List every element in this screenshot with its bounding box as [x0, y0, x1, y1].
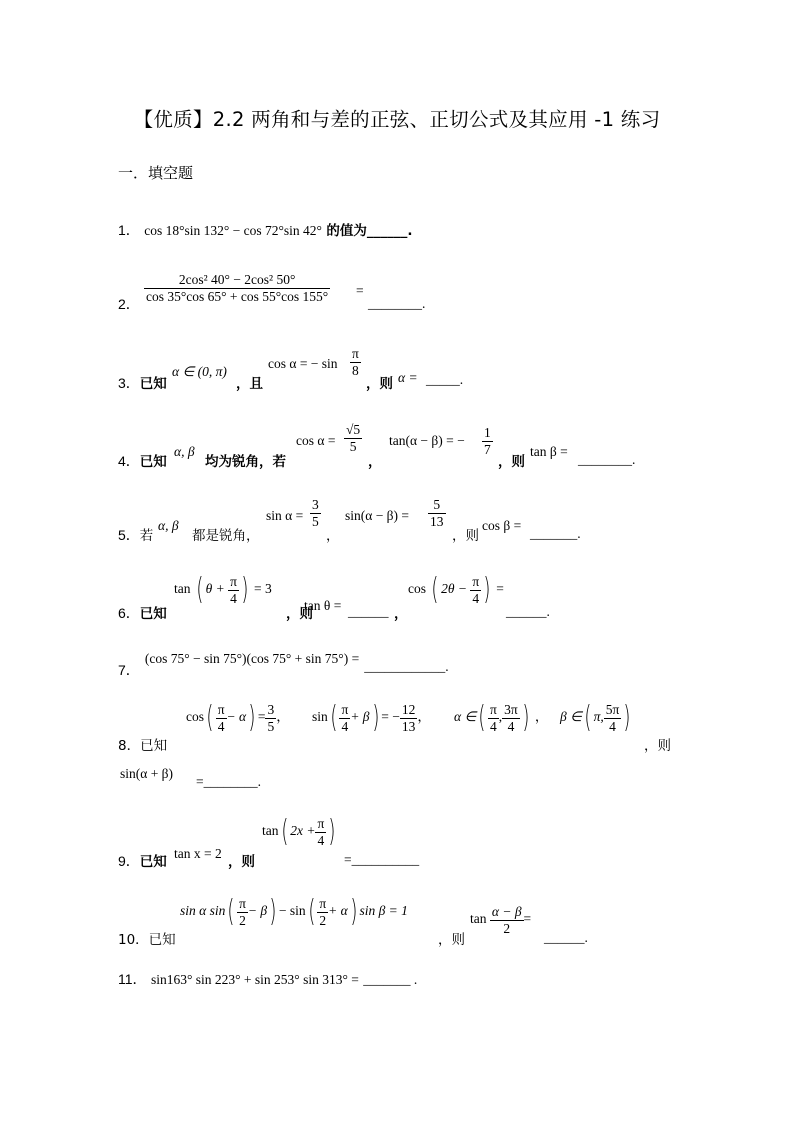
question-11 — [118, 969, 417, 989]
fraction-numerator: π — [341, 702, 349, 717]
fraction-numerator: 3 — [267, 702, 275, 717]
answer-blank: _______. — [530, 526, 581, 541]
question-text: 均为锐角，若 — [205, 454, 286, 470]
fraction-sqrt5-over-5 — [344, 422, 362, 454]
plus-alpha: + α — [328, 903, 348, 919]
plus-beta: + β — [350, 709, 370, 725]
question-number: 9． — [118, 853, 140, 869]
sum-expression: sin(α + β) — [120, 766, 174, 781]
fraction-denominator: 2 — [319, 912, 327, 928]
fraction-denominator: 7 — [484, 441, 491, 457]
fraction-numerator: 3 — [312, 497, 319, 512]
question-number: 4． — [118, 453, 140, 469]
connector-text: ，则 — [228, 854, 255, 870]
math-expression: tan(α − β) = − — [389, 433, 465, 448]
question-number: 6． — [118, 605, 140, 621]
answer-blank: _____. — [426, 372, 464, 387]
connector-text: ，则 — [644, 738, 671, 754]
fraction-numerator: α − β — [491, 904, 522, 919]
math-expression: tan( 2x + $\frac{\pi}{4}$ ) — [262, 814, 336, 850]
math-expression: sin(α − β) = — [345, 508, 410, 523]
tail-expression: sin β = 1 — [359, 903, 408, 919]
answer-blank: ____________. — [364, 659, 449, 674]
fraction-5-over-13 — [428, 497, 446, 529]
fraction-denominator: 5 — [312, 513, 319, 529]
fraction-denominator: 4 — [609, 718, 616, 734]
question-text: 都是锐角， — [192, 528, 260, 544]
math-expression: cos α = — [296, 433, 336, 448]
math-expression: cos 18°sin 132° − cos 72°sin 42° — [144, 223, 322, 238]
target-expression: tan β = — [530, 444, 568, 459]
fraction-denominator: 2 — [239, 912, 246, 928]
question-5 — [118, 524, 153, 545]
question-number: 8．已知 — [118, 738, 168, 754]
condition-expression: tan ( θ + $\frac{\pi}{4}$ ) = 3 — [174, 572, 272, 608]
fraction-denominator: 13 — [430, 513, 444, 529]
fraction-numerator: √5 — [346, 422, 361, 437]
equals-sign: = — [523, 911, 532, 927]
variables: α, β — [158, 518, 179, 533]
fraction-numerator: 5 — [428, 497, 446, 514]
fraction-denominator: 4 — [507, 718, 515, 734]
fraction-numerator: π — [317, 816, 325, 831]
answer-blank: _______ . — [363, 972, 418, 987]
question-7 — [118, 648, 449, 678]
connector-text: ，则 — [286, 606, 313, 622]
question-6 — [118, 602, 167, 623]
question-2-fraction — [144, 272, 330, 304]
answer-blank: ________. — [578, 452, 636, 467]
question-text: 已知 — [139, 454, 167, 470]
question-2-number: 2． — [118, 296, 140, 312]
fraction-numerator: 12 — [401, 702, 416, 717]
alpha-in: α ∈ — [454, 709, 477, 725]
equals-negative: = − — [381, 709, 400, 725]
answer-blank: ______. — [544, 930, 588, 945]
fraction-numerator: π — [230, 574, 237, 589]
question-text: 若 — [139, 528, 154, 544]
fraction-denominator: 2 — [503, 920, 511, 936]
math-expression: sin( $\frac{\pi}{4}$ + β) = − $\frac{12}{13}$ ， — [312, 700, 431, 736]
section-heading: 一．填空题 — [118, 164, 194, 182]
fraction-3-over-5 — [310, 497, 321, 529]
connector-text: ，则 — [452, 528, 479, 544]
fraction-denominator: 13 — [401, 718, 416, 734]
question-number: 11． — [118, 971, 147, 987]
connector-text: ，则 — [498, 454, 525, 470]
question-9 — [118, 850, 167, 871]
tan-label: tan — [174, 581, 191, 597]
fraction-denominator: 4 — [230, 590, 237, 606]
fraction-numerator: 2cos² 40° − 2cos² 50° — [144, 272, 330, 289]
beta-in: β ∈ — [560, 709, 582, 725]
question-4 — [118, 450, 167, 471]
connector-text: ，则 — [438, 932, 465, 948]
math-expression: sin163° sin 223° + sin 253° sin 313° = — [151, 972, 359, 987]
fraction-numerator: π — [352, 346, 359, 361]
question-8 — [118, 734, 167, 754]
fraction-numerator: 1 — [484, 425, 491, 440]
question-number: 7． — [118, 662, 140, 678]
question-number: 1． — [118, 222, 140, 238]
question-number: 5． — [118, 527, 140, 543]
question-text: 的值为______. — [326, 223, 413, 239]
target-expression: tan θ = — [304, 598, 342, 613]
fraction-denominator: 5 — [267, 718, 275, 734]
fraction-denominator: 5 — [349, 438, 357, 454]
inner-term: 2x + — [290, 823, 316, 839]
condition-expression: α ∈ (0, π) — [172, 364, 227, 379]
question-text: 已知 — [139, 376, 167, 392]
fraction-numerator: 5π — [605, 702, 620, 717]
question-text: 已知 — [139, 854, 167, 870]
fraction-denominator: 4 — [489, 718, 497, 734]
math-expression: (cos 75° − sin 75°)(cos 75° + sin 75°) = — [144, 651, 360, 666]
connector-text: ，则 — [366, 376, 393, 392]
fraction-denominator: 8 — [352, 362, 359, 378]
fraction-numerator: π — [472, 574, 480, 589]
answer-blank: =________. — [196, 774, 261, 789]
fraction-denominator: 4 — [317, 832, 325, 848]
fraction-pi-over-8 — [350, 346, 361, 378]
fraction-denominator: cos 35°cos 65° + cos 55°cos 155° — [146, 288, 329, 304]
math-expression: sin α = — [266, 508, 304, 523]
comma: ， — [368, 454, 382, 470]
sin-product: sin α sin — [180, 903, 226, 919]
fraction-numerator: π — [319, 896, 327, 911]
math-expression: cos α = − sin — [268, 356, 338, 371]
math-expression: sin α sin( $\frac{\pi}{2}$ − β) − sin( $\frac{\pi}{2}$ + α) sin β = 1 — [180, 894, 408, 930]
answer-blank: =__________ — [344, 852, 420, 867]
math-expression: cos( $\frac{\pi}{4}$ − α) = $\frac{3}{5}$ ， — [186, 700, 290, 736]
question-10 — [118, 928, 176, 948]
fraction-numerator: π — [239, 896, 246, 911]
cos-label: cos — [186, 709, 204, 725]
fraction-numerator: π — [489, 702, 497, 717]
question-1 — [118, 219, 413, 240]
pi-start: π, — [593, 709, 604, 725]
answer-blank: ______ — [348, 604, 389, 619]
theta-term: θ + — [205, 581, 225, 597]
sin-label: sin — [312, 709, 328, 725]
variables: α, β — [174, 444, 195, 459]
comma: ， — [394, 606, 408, 622]
minus-beta: − β — [247, 903, 268, 919]
math-expression — [470, 904, 531, 936]
fraction-numerator: π — [217, 702, 225, 717]
condition-expression: tan x = 2 — [174, 846, 222, 861]
question-number: 3． — [118, 375, 140, 391]
fraction-denominator: 4 — [472, 590, 480, 606]
answer-blank: ________. — [368, 296, 426, 311]
question-number: 10．已知 — [118, 932, 176, 948]
target-expression: α = — [398, 370, 418, 385]
minus-alpha: − α — [226, 709, 247, 725]
comma: ， — [326, 528, 340, 544]
tan-label: tan — [262, 823, 279, 839]
fraction-1-over-7 — [482, 425, 493, 457]
tan-label: tan — [470, 911, 487, 927]
two-theta-term: 2θ − — [441, 581, 467, 597]
page-title: 【优质】2.2 两角和与差的正弦、正切公式及其应用 -1 练习 — [133, 108, 661, 131]
connector-text: ，且 — [236, 376, 263, 392]
equals-sign: = — [356, 283, 364, 298]
fraction-denominator: 4 — [341, 718, 349, 734]
math-expression: cos ( 2θ − $\frac{\pi}{4}$ ) = — [408, 572, 504, 608]
answer-blank: ______. — [506, 604, 550, 619]
fraction-numerator: 3π — [504, 702, 518, 717]
equals-sign: = — [496, 581, 504, 597]
question-3 — [118, 372, 167, 393]
minus-sin: − sin — [278, 903, 306, 919]
target-expression: cos β = — [482, 518, 522, 533]
fraction-denominator: 4 — [217, 718, 225, 734]
equals-three: = 3 — [254, 581, 272, 597]
beta-interval: β ∈( π, $\frac{5\pi}{4}$ ) — [560, 700, 631, 736]
cos-label: cos — [408, 581, 426, 597]
question-text: 已知 — [139, 606, 167, 622]
alpha-interval: α ∈( $\frac{\pi}{4}$ , $\frac{3\pi}{4}$ ) ， — [454, 700, 549, 736]
